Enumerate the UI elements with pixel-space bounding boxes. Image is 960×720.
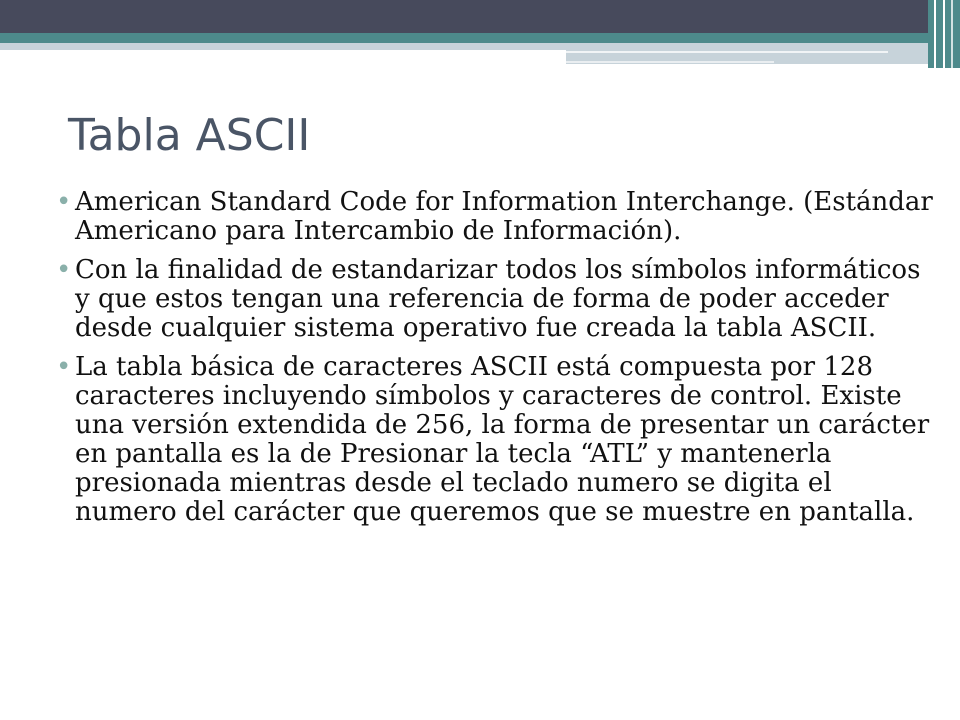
- bullet-text-3: La tabla básica de caracteres ASCII está compuesta por 128 caracteres incluyendo símbolos y caracteres de control. Existe una versión extendida de 256, la forma de presentar un carácter en pantalla es la de Presionar la tecla “ATL” y mantenerla presionada mientras desde el teclado numero se digita el numero del carácter que queremos que se muestre en pantalla.: [75, 352, 930, 527]
- slide-title: Tabla ASCII: [68, 110, 311, 161]
- bullet-item-2: [56, 256, 936, 343]
- header-light-bar: [0, 43, 928, 50]
- bullet-dot-icon: •: [56, 255, 72, 285]
- bullet-dot-icon: •: [56, 187, 72, 217]
- bullet-dot-icon: •: [56, 352, 72, 382]
- bullet-item-3: [56, 353, 936, 527]
- header-band: [0, 0, 960, 68]
- bullet-text-1: American Standard Code for Information Interchange. (Estándar Americano para Intercambio de Información).: [75, 187, 933, 246]
- header-dark-bar: [0, 0, 960, 33]
- bullet-text-2: Con la finalidad de estandarizar todos los símbolos informáticos y que estos tengan una referencia de forma de poder acceder desde cualquier sistema operativo fue creada la tabla ASCII.: [75, 255, 921, 343]
- bullet-list: [56, 188, 936, 537]
- bullet-item-1: [56, 188, 936, 246]
- header-teal-bar: [0, 33, 960, 43]
